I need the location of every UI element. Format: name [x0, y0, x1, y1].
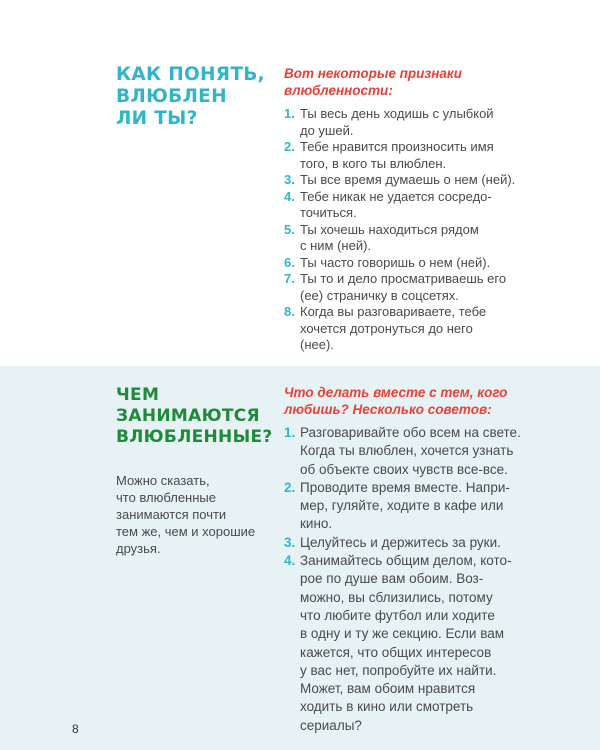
item-number: 8.: [284, 304, 295, 319]
item-number: 2.: [284, 139, 295, 154]
list-item: 2. Тебе нравится произносить имя того, в кого ты влюблен.: [284, 139, 494, 171]
item-number: 1.: [284, 106, 295, 121]
item-number: 5.: [284, 221, 295, 237]
item-number: 6.: [284, 254, 295, 270]
page-number: 8: [72, 722, 79, 736]
list-item: 1. Ты весь день ходишь с улыбкой до ушей.: [284, 106, 494, 138]
signs-intro: Вот некоторые признаки влюбленности:: [284, 66, 462, 98]
item-number: 3.: [284, 534, 296, 550]
section-heading-what-lovers-do: ЧЕМ ЗАНИМАЮТСЯ ВЛЮБЛЕННЫЕ?: [116, 385, 273, 447]
section-heading-how-to-know: КАК ПОНЯТЬ, ВЛЮБЛЕН ЛИ ТЫ?: [116, 64, 265, 129]
item-number: 3.: [284, 172, 295, 187]
list-item: 6. Ты часто говоришь о нем (ней).: [284, 254, 491, 270]
list-item: 1. Разговаривайте обо всем на свете. Когда ты влюблен, хочется узнать об объекте своих чувств все-все.: [284, 425, 521, 477]
advice-list: [284, 424, 534, 735]
list-item: 4. Тебе никак не удается сосредо- точиться.: [284, 188, 492, 220]
list-item: 7. Ты то и дело просматриваешь его (ее) страничку в соцсетях.: [284, 271, 507, 303]
item-number: 2.: [284, 479, 296, 495]
advice-intro: Что делать вместе с тем, кого любишь? Несколько советов:: [284, 385, 508, 417]
sidebar-note: Можно сказать, что влюбленные занимаются почти тем же, чем и хорошие друзья.: [116, 473, 256, 556]
signs-list: [284, 106, 534, 354]
item-number: 1.: [284, 425, 296, 440]
list-item: 2. Проводите время вместе. Напри- мер, гуляйте, ходите в кафе или кино.: [284, 479, 510, 532]
list-item: 5. Ты хочешь находиться рядом с ним (ней).: [284, 221, 479, 253]
list-item: 4. Занимайтесь общим делом, кото- рое по душе вам обоим. Воз- можно, вы сблизились, потому что любите футбол или ходите в одну и ту же секцию. Если вам кажется, что общих интересов у вас нет, попробуйте их найти. Может, вам обоим нравится ходить в кино или смотреть сериалы?: [284, 553, 512, 733]
item-number: 4.: [284, 188, 295, 204]
item-number: 4.: [284, 553, 296, 569]
list-item: 3. Ты все время думаешь о нем (ней).: [284, 172, 516, 187]
item-number: 7.: [284, 271, 295, 286]
list-item: 3. Целуйтесь и держитесь за руки.: [284, 534, 534, 552]
list-item: 8. Когда вы разговариваете, тебе хочется дотронуться до него (нее).: [284, 304, 487, 352]
